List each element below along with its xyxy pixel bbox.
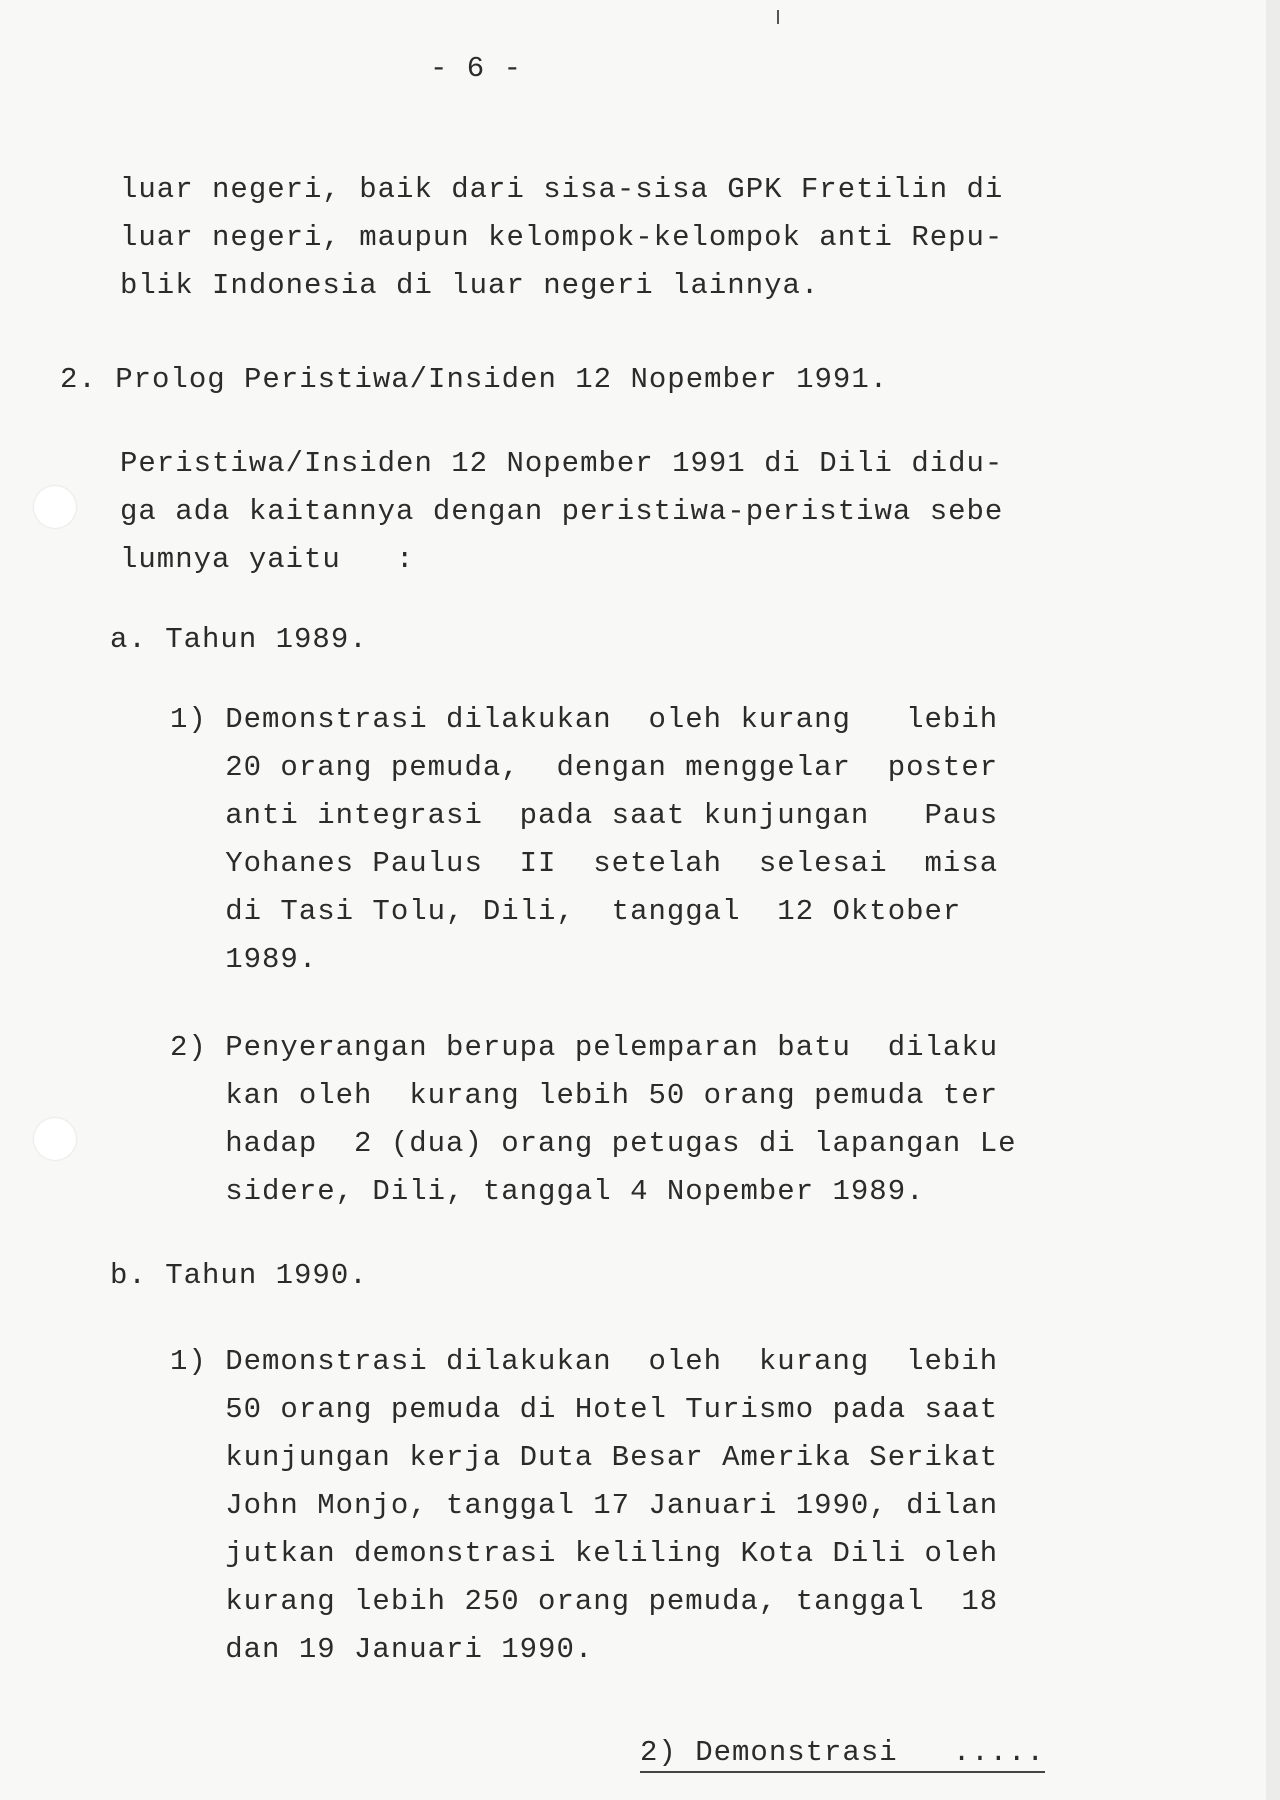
page-edge-shadow <box>1266 0 1280 1800</box>
intro-line: blik Indonesia di luar negeri lainnya. <box>120 269 820 302</box>
list-item-line: 20 orang pemuda, dengan menggelar poster <box>170 751 999 784</box>
list-item-line: kunjungan kerja Duta Besar Amerika Serikat <box>170 1441 999 1474</box>
list-item-line: John Monjo, tanggal 17 Januari 1990, dilan <box>170 1489 999 1522</box>
subsection-heading: b. Tahun 1990. <box>110 1259 368 1292</box>
list-item-line: 1989. <box>170 943 318 976</box>
paragraph-line: ga ada kaitannya dengan peristiwa-peristiwa sebe <box>120 495 1004 528</box>
list-item-line: 1) Demonstrasi dilakukan oleh kurang lebih <box>170 703 999 736</box>
list-item-line: kurang lebih 250 orang pemuda, tanggal 18 <box>170 1585 999 1618</box>
paragraph-line: lumnya yaitu : <box>120 543 415 576</box>
list-item-line: 2) Penyerangan berupa pelemparan batu dilaku <box>170 1031 999 1064</box>
continuation-reference: 2) Demonstrasi ..... <box>640 1736 1045 1773</box>
list-item-line: jutkan demonstrasi keliling Kota Dili oleh <box>170 1537 999 1570</box>
list-item-line: 50 orang pemuda di Hotel Turismo pada saat <box>170 1393 999 1426</box>
section-heading: 2. Prolog Peristiwa/Insiden 12 Nopember 1991. <box>60 363 889 396</box>
punch-hole-top <box>34 486 76 528</box>
intro-line: luar negeri, baik dari sisa-sisa GPK Fretilin di <box>120 173 1004 206</box>
list-item-line: kan oleh kurang lebih 50 orang pemuda ter <box>170 1079 999 1112</box>
list-item-line: di Tasi Tolu, Dili, tanggal 12 Oktober <box>170 895 962 928</box>
punch-hole-bottom <box>34 1118 76 1160</box>
list-item-line: hadap 2 (dua) orang petugas di lapangan Le <box>170 1127 1017 1160</box>
list-item-line: 1) Demonstrasi dilakukan oleh kurang lebih <box>170 1345 999 1378</box>
list-item-line: anti integrasi pada saat kunjungan Paus <box>170 799 999 832</box>
list-item-line: Yohanes Paulus II setelah selesai misa <box>170 847 999 880</box>
subsection-heading: a. Tahun 1989. <box>110 623 368 656</box>
intro-line: luar negeri, maupun kelompok-kelompok anti Repu- <box>120 221 1004 254</box>
paragraph-line: Peristiwa/Insiden 12 Nopember 1991 di Dili didu- <box>120 447 1004 480</box>
scan-mark <box>777 10 779 24</box>
page-number: - 6 - <box>430 52 523 85</box>
list-item-line: sidere, Dili, tanggal 4 Nopember 1989. <box>170 1175 925 1208</box>
list-item-line: dan 19 Januari 1990. <box>170 1633 594 1666</box>
